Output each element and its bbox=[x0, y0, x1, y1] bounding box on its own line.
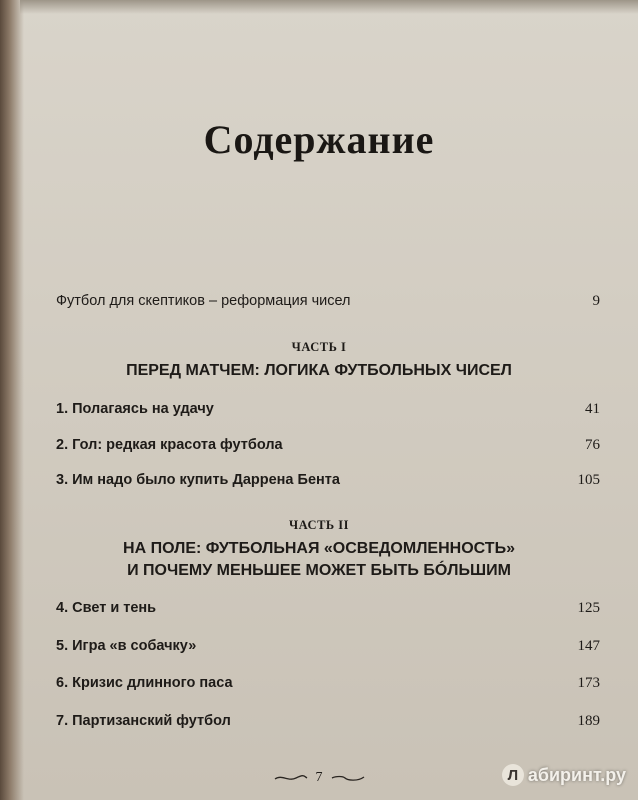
ornament-right-icon bbox=[331, 773, 365, 783]
watermark-text: абиринт.ру bbox=[527, 764, 626, 785]
part-title: ПЕРЕД МАТЧЕМ: ЛОГИКА ФУТБОЛЬНЫХ ЧИСЕЛ bbox=[126, 362, 512, 379]
toc-entry bbox=[56, 472, 600, 498]
toc-entry-page: 147 bbox=[577, 638, 600, 654]
toc-entry-page: 41 bbox=[585, 401, 600, 417]
toc-entry bbox=[56, 600, 600, 626]
toc-entry-title: 3. Им надо было купить Даррена Бента bbox=[56, 472, 340, 488]
toc-entry-page: 9 bbox=[592, 293, 600, 309]
toc-entry-page: 105 bbox=[577, 472, 600, 488]
toc-entry bbox=[56, 638, 600, 664]
toc-entry bbox=[56, 675, 600, 701]
toc-entry bbox=[56, 713, 600, 739]
toc-entry-title: 2. Гол: редкая красота футбола bbox=[56, 437, 283, 453]
part-title-line-1: НА ПОЛЕ: ФУТБОЛЬНАЯ «ОСВЕДОМЛЕННОСТЬ» bbox=[123, 540, 515, 557]
part-label: ЧАСТЬ I bbox=[291, 340, 347, 354]
toc-entry-page: 173 bbox=[577, 675, 600, 691]
toc-entry-intro bbox=[56, 293, 600, 319]
toc-entry-title: 5. Игра «в собачку» bbox=[56, 638, 197, 654]
toc-entry-title: 7. Партизанский футбол bbox=[56, 713, 231, 729]
toc-entry bbox=[56, 437, 600, 463]
toc-entry-title: Футбол для скептиков – реформация чисел bbox=[56, 293, 351, 309]
toc-entry-title: 6. Кризис длинного паса bbox=[56, 675, 233, 691]
toc-entry bbox=[56, 401, 600, 427]
toc-entry-page: 76 bbox=[585, 437, 600, 453]
part-label: ЧАСТЬ II bbox=[288, 518, 350, 532]
labirint-watermark bbox=[502, 764, 626, 786]
toc-entry-title: 4. Свет и тень bbox=[56, 600, 157, 616]
page-top-shadow bbox=[20, 0, 638, 14]
labirint-logo-icon: Л bbox=[502, 764, 524, 786]
page-number: 7 bbox=[315, 770, 323, 785]
toc-entry-page: 189 bbox=[577, 713, 600, 729]
part-title-line-2: И ПОЧЕМУ МЕНЬШЕЕ МОЖЕТ БЫТЬ БÓЛЬШИМ bbox=[127, 562, 511, 579]
toc-entry-page: 125 bbox=[577, 600, 600, 616]
ornament-left-icon bbox=[274, 773, 308, 783]
toc-entry-title: 1. Полагаясь на удачу bbox=[56, 401, 214, 417]
page-title: Содержание bbox=[203, 117, 435, 162]
